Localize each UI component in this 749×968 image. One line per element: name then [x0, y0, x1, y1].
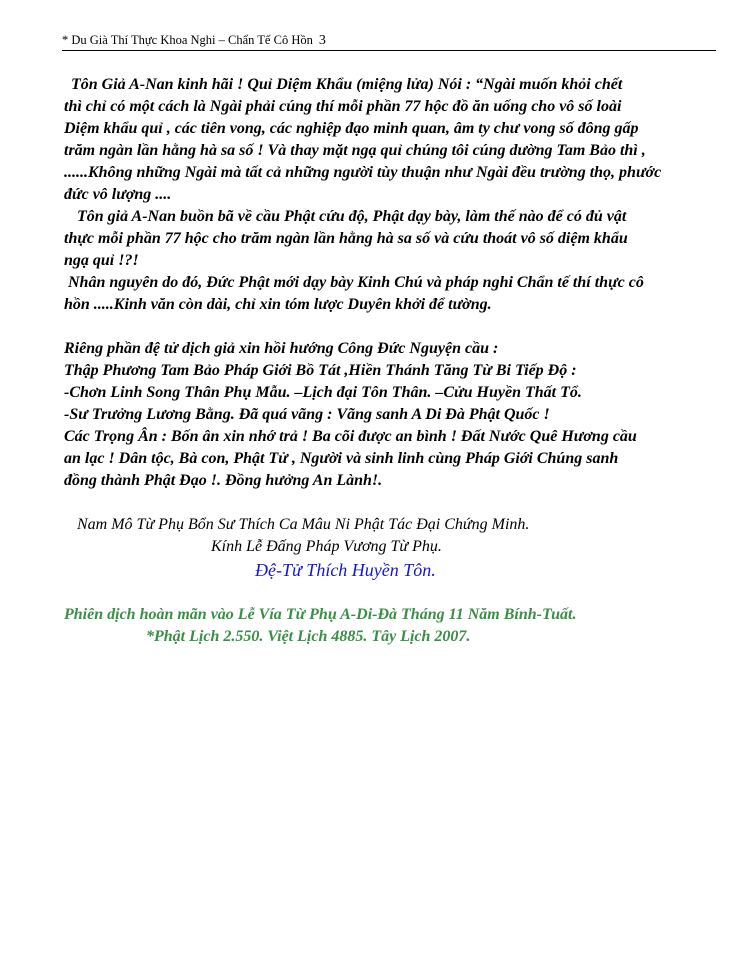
colophon-line: *Phật Lịch 2.550. Việt Lịch 4885. Tây Lịch 2007.	[146, 628, 471, 645]
paragraph-line: Thập Phương Tam Bảo Pháp Giới Bồ Tát ,Hiền Thánh Tăng Từ Bi Tiếp Độ :	[64, 362, 577, 379]
homage-line: Kính Lễ Đấng Pháp Vương Từ Phụ.	[211, 538, 442, 555]
paragraph-line: hồn .....Kinh văn còn dài, chỉ xin tóm lược Duyên khởi để tường.	[64, 296, 492, 313]
paragraph-line: thì chỉ có một cách là Ngài phải cúng thí mỗi phần 77 hộc đồ ăn uống cho vô số loài	[64, 98, 622, 115]
homage-line: Nam Mô Từ Phụ Bổn Sư Thích Ca Mâu Ni Phật Tác Đại Chứng Minh.	[77, 516, 530, 533]
paragraph-line: -Chơn Linh Song Thân Phụ Mẫu. –Lịch đại Tôn Thân. –Cửu Huyền Thất Tổ.	[64, 384, 582, 401]
paragraph-line: -Sư Trưởng Lương Bằng. Đã quá vãng : Vãng sanh A Di Đà Phật Quốc !	[64, 406, 550, 423]
paragraph-line: an lạc ! Dân tộc, Bà con, Phật Tử , Người và sinh linh cùng Pháp Giới Chúng sanh	[64, 450, 619, 467]
paragraph-line: trăm ngàn lần hằng hà sa số ! Và thay mặt ngạ quỉ chúng tôi cúng dường Tam Bảo thì ,	[64, 142, 646, 159]
paragraph-line: đức vô lượng ....	[64, 186, 172, 203]
colophon-line: Phiên dịch hoàn mãn vào Lễ Vía Từ Phụ A-Di-Đà Tháng 11 Năm Bính-Tuất.	[64, 606, 577, 623]
paragraph-line: ngạ quỉ !?!	[64, 252, 139, 269]
page-number: 3	[318, 33, 326, 48]
paragraph-line: Các Trọng Ân : Bốn ân xin nhớ trả ! Ba cõi được an bình ! Đất Nước Quê Hương cầu	[64, 428, 637, 445]
document-body	[64, 74, 724, 648]
paragraph-line: Riêng phần đệ tử dịch giả xin hồi hướng Công Đức Nguyện cầu :	[64, 340, 499, 357]
paragraph-line: Nhân nguyên do đó, Đức Phật mới dạy bày Kinh Chú và pháp nghi Chẩn tế thí thực cô	[68, 274, 644, 291]
paragraph-line: Tôn Giả A-Nan kinh hãi ! Quỉ Diệm Khẩu (miệng lửa) Nói : “Ngài muốn khỏi chết	[71, 76, 623, 93]
page-header	[62, 32, 716, 51]
header-title: * Du Già Thí Thực Khoa Nghi – Chẩn Tế Cô Hồn	[62, 33, 313, 47]
paragraph-line: ......Không những Ngài mà tất cả những người tùy thuận như Ngài đều trường thọ, phước	[64, 164, 662, 181]
paragraph-line: thực mỗi phần 77 hộc cho trăm ngàn lần hằng hà sa số và cứu thoát vô số diệm khẩu	[64, 230, 628, 247]
paragraph-line: đồng thành Phật Đạo !. Đồng hưởng An Lành!.	[64, 472, 383, 489]
paragraph-line: Diệm khẩu quỉ , các tiên vong, các nghiệp đạo minh quan, âm ty chư vong số đông gấp	[64, 120, 639, 137]
signature: Đệ-Tử Thích Huyền Tôn.	[255, 560, 436, 580]
paragraph-line: Tôn giả A-Nan buồn bã về cầu Phật cứu độ, Phật dạy bày, làm thế nào để có đủ vật	[77, 208, 627, 225]
